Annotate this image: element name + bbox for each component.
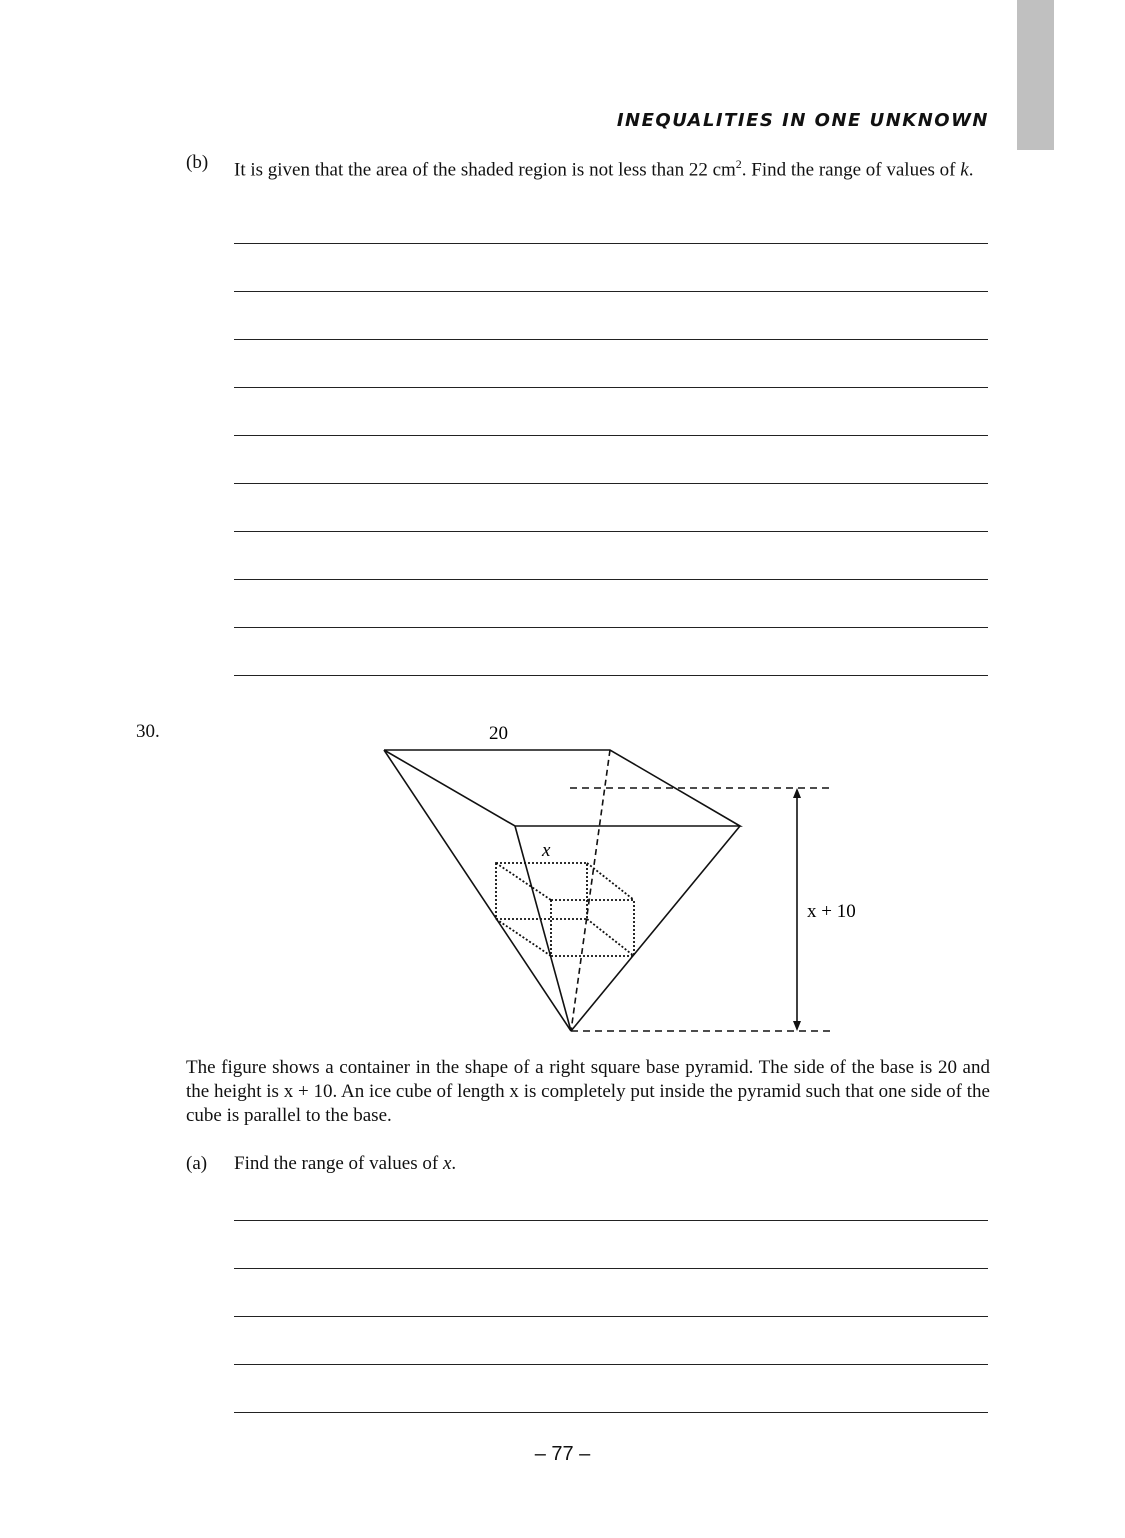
text: . Find the range of values of	[741, 159, 961, 181]
answer-line[interactable]	[234, 1220, 988, 1221]
question-number: 30.	[136, 721, 160, 742]
pyramid-edge	[384, 750, 571, 1031]
text: It is given that the area of the shaded region is not less than 22 cm	[234, 159, 736, 181]
answer-line[interactable]	[234, 1412, 988, 1413]
ice-cube	[496, 863, 634, 956]
pyramid-edges	[384, 750, 740, 826]
answer-line[interactable]	[234, 1316, 988, 1317]
part-a-question	[234, 1153, 456, 1175]
chapter-title: INEQUALITIES IN ONE UNKNOWN	[616, 110, 989, 131]
answer-line[interactable]	[234, 1268, 988, 1269]
hidden-edge	[571, 750, 610, 1031]
page-number: – 77 –	[534, 1443, 591, 1465]
side-label: 20	[489, 723, 508, 744]
cube-length-label: x	[542, 840, 551, 861]
answer-line[interactable]	[234, 1364, 988, 1365]
text: .	[968, 159, 974, 181]
part-b-label: (b)	[186, 152, 209, 173]
text: Find the range of values of	[234, 1153, 443, 1174]
superscript: 2	[735, 157, 742, 171]
arrow-head-down	[793, 1021, 801, 1031]
arrow-head-up	[793, 788, 801, 798]
variable: k	[960, 159, 969, 181]
pyramid-edge	[571, 826, 740, 1031]
variable: x	[442, 1153, 452, 1174]
question-description: The figure shows a container in the shape of a right square base pyramid. The side of the base is 20 and the height is x + 10. An ice cube of length x is completely put inside the pyramid such that one side of the cube is parallel to the base.	[186, 1057, 990, 1126]
height-label: x + 10	[807, 901, 856, 922]
part-a-label: (a)	[186, 1153, 208, 1174]
text: .	[451, 1153, 457, 1174]
